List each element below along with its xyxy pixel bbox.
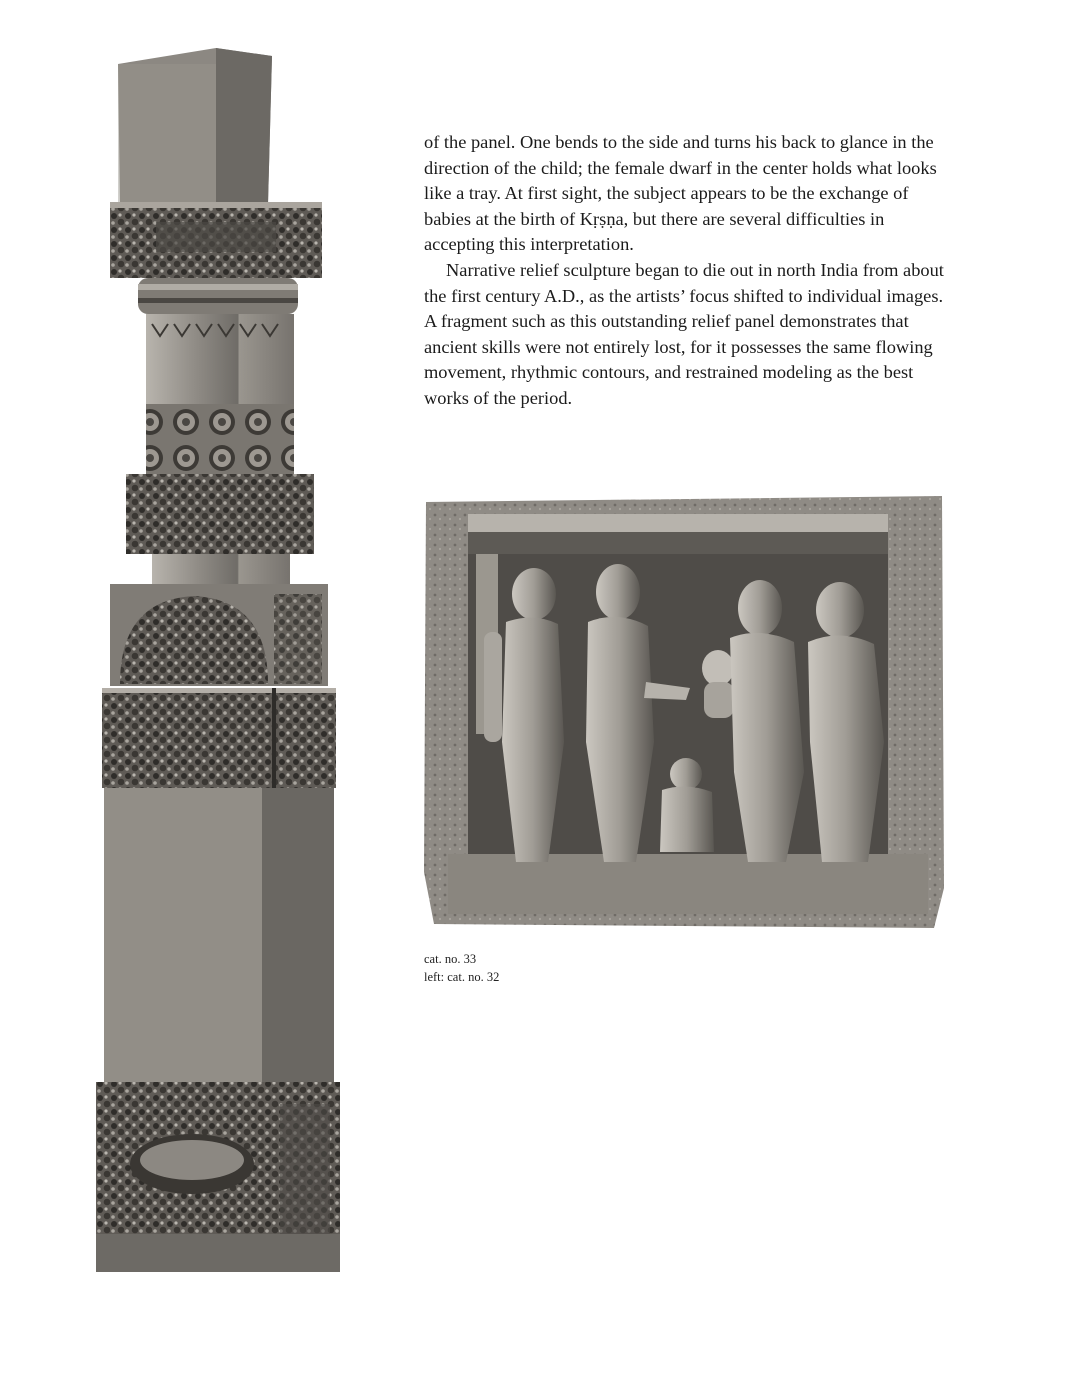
relief-base xyxy=(448,854,928,914)
pillar-neck xyxy=(152,554,290,584)
relief-lintel xyxy=(468,514,888,532)
article-text xyxy=(424,130,954,412)
paragraph-2: Narrative relief sculpture began to die out in north India from about the first century A.D., as the artists’ focus shifted to individual images. A fragment such as this outstanding relief panel demonstrates that ancient skills were not entirely lost, for it possesses the same flowing movement, rhythmic contours, and restrained modeling as the best works of the period. xyxy=(424,259,944,408)
paragraph-1: of the panel. One bends to the side and turns his back to glance in the direction of the child; the female dwarf in the center holds what looks like a tray. At first sight, the subject appears to be the exchange of babies at the birth of Kṛṣṇa, but there are several difficulties in accepting this interpretation. xyxy=(424,132,937,255)
figure-captions xyxy=(424,950,499,986)
pillar-round-moulding xyxy=(138,278,298,314)
pillar-upper-shaft xyxy=(146,314,294,474)
pillar-lower-shaft xyxy=(104,788,334,1082)
pillar-top-block xyxy=(118,48,272,204)
pillar-photograph xyxy=(96,44,346,1284)
pillar-arched-section xyxy=(110,584,328,686)
relief-panel-photograph xyxy=(422,492,946,932)
pillar-carved-square-band xyxy=(102,688,336,788)
pillar-capital-band xyxy=(110,202,322,278)
pillar-caption: left: cat. no. 32 xyxy=(424,970,500,984)
pillar-foliage-band xyxy=(126,474,314,554)
relief-caption: cat. no. 33 xyxy=(424,952,477,966)
pillar-carved-base xyxy=(96,1082,340,1272)
